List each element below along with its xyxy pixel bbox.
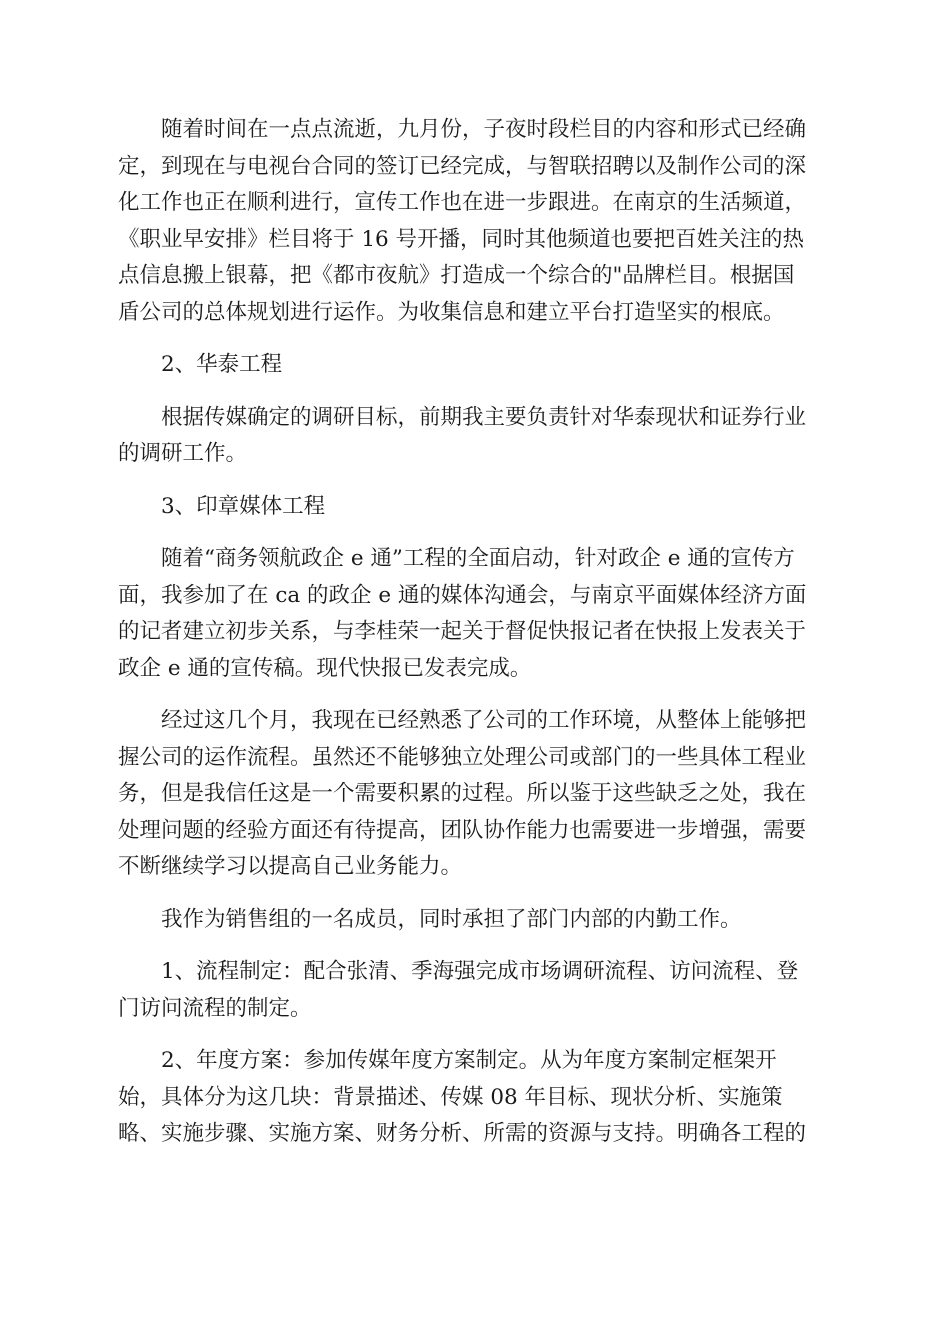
paragraph-intro [118, 112, 834, 331]
text-line: 根据传媒确定的调研目标，前期我主要负责针对华泰现状和证券行业 [161, 404, 807, 430]
paragraph-annual-plan [118, 1043, 834, 1153]
text-line: 处理问题的经验方面还有待提高，团队协作能力也需要进一步增强，需要 [118, 817, 807, 843]
text-line: 略、实施步骤、实施方案、财务分析、所需的资源与支持。明确各工程的 [118, 1121, 807, 1146]
document-body [118, 112, 834, 1169]
text-line: 不断继续学习以提高自己业务能力。 [118, 854, 463, 879]
text-line: 面，我参加了在 ca 的政企 e 通的媒体沟通会，与南京平面媒体经济方面 [118, 582, 807, 608]
text-line: 1、流程制定：配合张清、季海强完成市场调研流程、访问流程、登 [161, 959, 799, 984]
heading-text: 2、华泰工程 [161, 352, 283, 377]
text-line: 务，但是我信任这是一个需要积累的过程。所以鉴于这些缺乏之处，我在 [118, 781, 807, 806]
heading-text: 3、印章媒体工程 [161, 493, 326, 519]
paragraph-process [118, 954, 834, 1027]
text-line: 随着时间在一点点流逝，九月份，子夜时段栏目的内容和形式已经确 [161, 117, 807, 142]
text-line: 点信息搬上银幕，把《都市夜航》打造成一个综合的"品牌栏目。根据国 [118, 263, 795, 288]
paragraph-huatai [118, 400, 834, 473]
text-line: 的记者建立初步关系，与李桂荣一起关于督促快报记者在快报上发表关于 [118, 619, 807, 644]
text-line: 化工作也正在顺利进行，宣传工作也在进一步跟进。在南京的生活频道， [118, 190, 807, 215]
paragraph-reflection [118, 703, 834, 886]
paragraph-sales-role [118, 902, 834, 939]
text-line: 政企 e 通的宣传稿。现代快报已发表完成。 [118, 655, 532, 681]
text-line: 经过这几个月，我现在已经熟悉了公司的工作环境，从整体上能够把 [161, 708, 807, 733]
text-line: 2、年度方案：参加传媒年度方案制定。从为年度方案制定框架开 [161, 1048, 777, 1073]
text-line: 门访问流程的制定。 [118, 995, 312, 1021]
text-line: 始，具体分为这几块：背景描述、传媒 08 年目标、现状分析、实施策 [118, 1084, 783, 1110]
text-line: 《职业早安排》栏目将于 16 号开播，同时其他频道也要把百姓关注的热 [118, 226, 805, 252]
text-line: 握公司的运作流程。虽然还不能够独立处理公司或部门的一些具体工程业 [118, 744, 807, 770]
text-line: 随着“商务领航政企 e 通”工程的全面启动，针对政企 e 通的宣传方 [161, 546, 795, 571]
section-heading-seal-media [118, 489, 834, 526]
text-line: 定，到现在与电视台合同的签订已经完成，与智联招聘以及制作公司的深 [118, 153, 807, 179]
section-heading-huatai [118, 347, 834, 384]
paragraph-seal-media [118, 541, 834, 687]
text-line: 盾公司的总体规划进行运作。为收集信息和建立平台打造坚实的根底。 [118, 299, 785, 325]
text-line: 的调研工作。 [118, 441, 248, 466]
text-line: 我作为销售组的一名成员，同时承担了部门内部的内勤工作。 [161, 906, 742, 932]
